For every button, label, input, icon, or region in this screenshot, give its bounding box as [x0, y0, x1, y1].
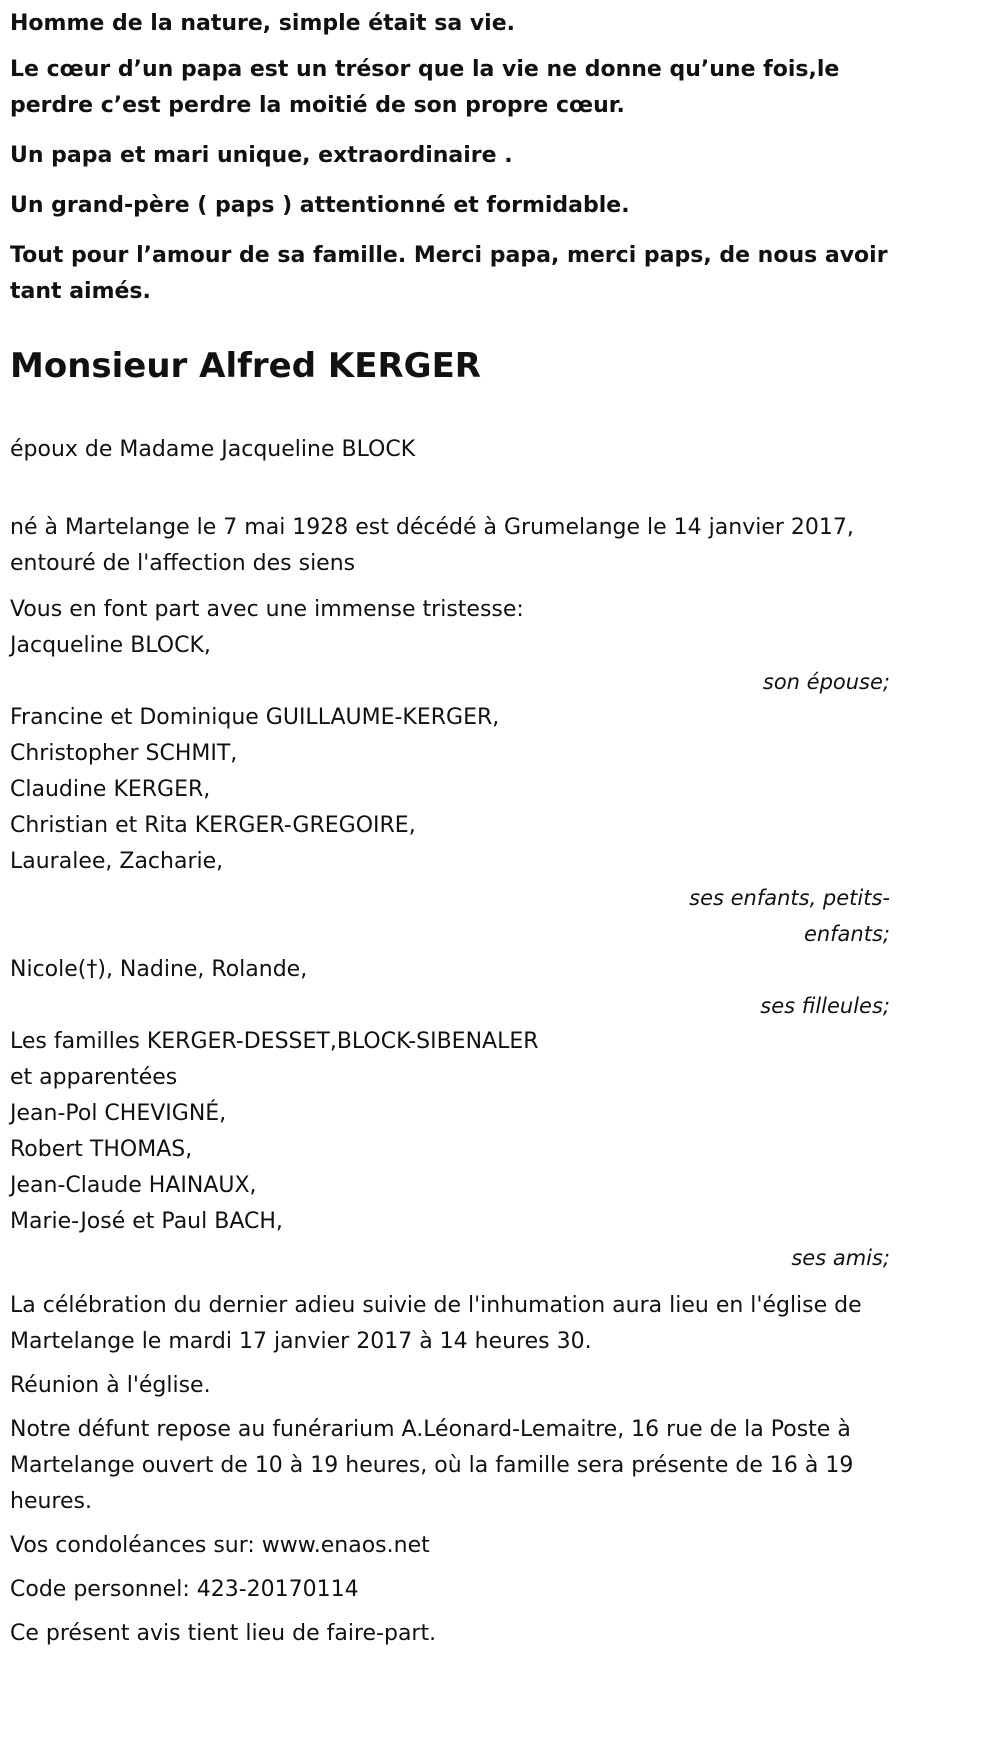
family-name: Marie-José et Paul BACH,: [10, 1209, 283, 1234]
family-role: son épouse;: [762, 670, 890, 694]
intro-line-1: Homme de la nature, simple était sa vie.: [10, 11, 515, 36]
family-role: ses amis;: [791, 1246, 890, 1270]
intro-line-4: Un grand-père ( paps ) attentionné et formidable.: [10, 193, 630, 218]
family-name: Les familles KERGER-DESSET,BLOCK-SIBENALER: [10, 1029, 539, 1054]
family-name: Nicole(†), Nadine, Rolande,: [10, 957, 308, 982]
deceased-name: Monsieur Alfred KERGER: [10, 346, 481, 386]
family-name: Jacqueline BLOCK,: [10, 633, 211, 658]
family-name: Christian et Rita KERGER-GREGOIRE,: [10, 813, 416, 838]
family-name: Lauralee, Zacharie,: [10, 849, 224, 874]
intro-line-5: Tout pour l’amour de sa famille. Merci papa, merci paps, de nous avoir tant aimés.: [10, 243, 888, 304]
notice-line: Ce présent avis tient lieu de faire-part.: [10, 1621, 437, 1646]
family-group-spouse: [10, 628, 890, 700]
family-role: ses filleules;: [760, 994, 890, 1018]
family-name: Claudine KERGER,: [10, 777, 211, 802]
intro-tribute: [10, 6, 890, 310]
family-name: Francine et Dominique GUILLAUME-KERGER,: [10, 705, 500, 730]
family-group-children: [10, 700, 890, 952]
family-group-goddaughters: [10, 952, 890, 1024]
condolences-line: Vos condoléances sur: www.enaos.net: [10, 1533, 430, 1558]
family-name: Jean-Pol CHEVIGNÉ,: [10, 1101, 227, 1126]
family-group-friends: [10, 1024, 890, 1276]
funerarium-details: Notre défunt repose au funérarium A.Léonard-Lemaitre, 16 rue de la Poste à Martelange ouvert de 10 à 19 heures, où la famille sera présente de 16 à 19 heures.: [10, 1417, 854, 1514]
spouse-line: époux de Madame Jacqueline BLOCK: [10, 437, 416, 462]
announcement-line: Vous en font part avec une immense tristesse:: [10, 597, 524, 622]
meeting-details: Réunion à l'église.: [10, 1373, 211, 1398]
personal-code-line: Code personnel: 423-20170114: [10, 1577, 359, 1602]
family-role: ses enfants, petits-enfants;: [689, 886, 890, 946]
intro-line-2: Le cœur d’un papa est un trésor que la vie ne donne qu’une fois,le perdre c’est perdre la moitié de son propre cœur.: [10, 57, 840, 118]
birth-death-line: né à Martelange le 7 mai 1928 est décédé à Grumelange le 14 janvier 2017, entouré de l'affection des siens: [10, 515, 854, 576]
ceremony-details: La célébration du dernier adieu suivie de l'inhumation aura lieu en l'église de Martelange le mardi 17 janvier 2017 à 14 heures 30.: [10, 1293, 862, 1354]
family-name: Christopher SCHMIT,: [10, 741, 238, 766]
intro-line-3: Un papa et mari unique, extraordinaire .: [10, 143, 513, 168]
family-name: Robert THOMAS,: [10, 1137, 193, 1162]
family-name: Jean-Claude HAINAUX,: [10, 1173, 257, 1198]
family-name: et apparentées: [10, 1065, 178, 1090]
